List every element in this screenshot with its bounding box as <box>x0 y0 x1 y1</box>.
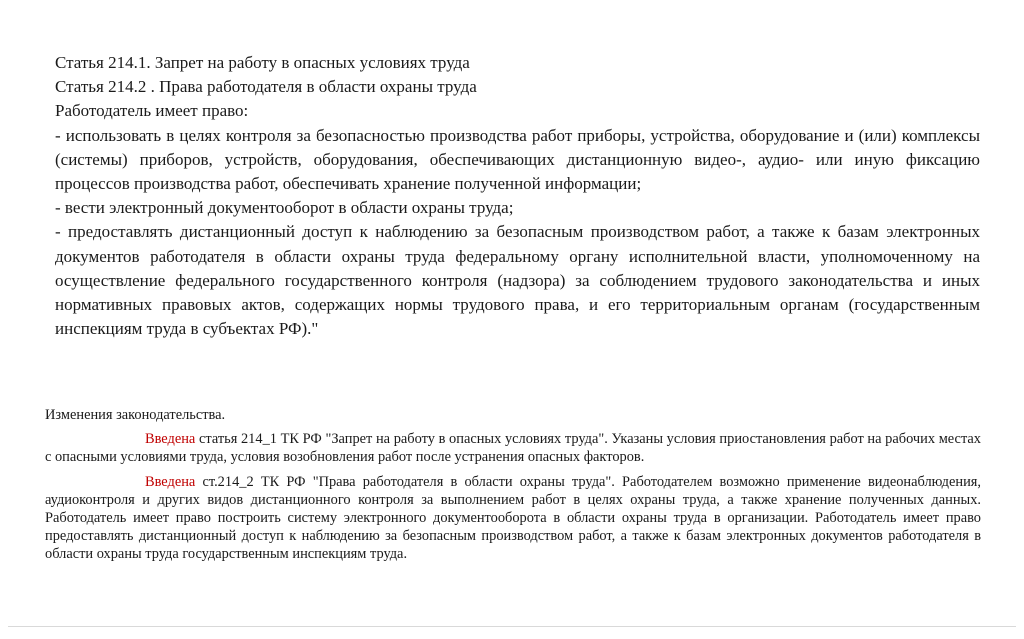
article-title-214-2: Статья 214.2 . Права работодателя в области охраны труда <box>55 77 477 97</box>
right-item-monitoring: - использовать в целях контроля за безопасностью производства работ приборы, устройства, оборудование и (или) комплексы (системы) приборов, устройств, оборудования, обеспечивающих дистанционную видео-, аудио- или иную фиксацию процессов производства работ, обеспечивать хранение полученной информации; <box>55 125 980 194</box>
legislation-changes-block <box>45 406 981 564</box>
change-item-text: статья 214_1 ТК РФ "Запрет на работу в опасных условиях труда". Указаны условия приостановления работ на рабочих местах с опасными условиями труда, условия возобновления работ после устранения опасных факторов. <box>45 431 981 466</box>
article-text-block <box>55 51 980 341</box>
change-item-214-2 <box>45 473 981 564</box>
introduced-marker: Введена <box>145 473 196 490</box>
right-item-remote-access: - предоставлять дистанционный доступ к наблюдению за безопасным производством работ, а также к базам электронных документов работодателя в области охраны труда федеральному органу исполнительной власти, уполномоченному на осуществление федерального государственного контроля (надзора) за соблюдением трудового законодательства и иных нормативных правовых актов, содержащих нормы трудового права, и его территориальным органам (государственным инспекциям труда в субъектах РФ)." <box>55 222 980 339</box>
change-item-214-1 <box>45 430 981 466</box>
changes-heading: Изменения законодательства. <box>45 407 226 423</box>
employer-rights-intro: Работодатель имеет право: <box>55 101 249 121</box>
right-item-edoc: - вести электронный документооборот в области охраны труда; <box>55 198 514 218</box>
introduced-marker: Введена <box>145 431 196 448</box>
article-title-214-1: Статья 214.1. Запрет на работу в опасных условиях труда <box>55 53 470 72</box>
change-item-text: ст.214_2 ТК РФ "Права работодателя в области охраны труда". Работодателем возможно применение видеонаблюдения, аудиоконтроля и других видов дистанционного контроля за выполнением работ в целях охраны труда, а также хранение полученных данных. Работодатель имеет право построить систему электронного документооборота в области охраны труда в организации. Работодатель имеет право предоставлять дистанционный доступ к наблюдению за безопасным производством работ, а также к базам электронных документов работодателя в области охраны труда государственным инспекциям труда. <box>45 473 981 563</box>
